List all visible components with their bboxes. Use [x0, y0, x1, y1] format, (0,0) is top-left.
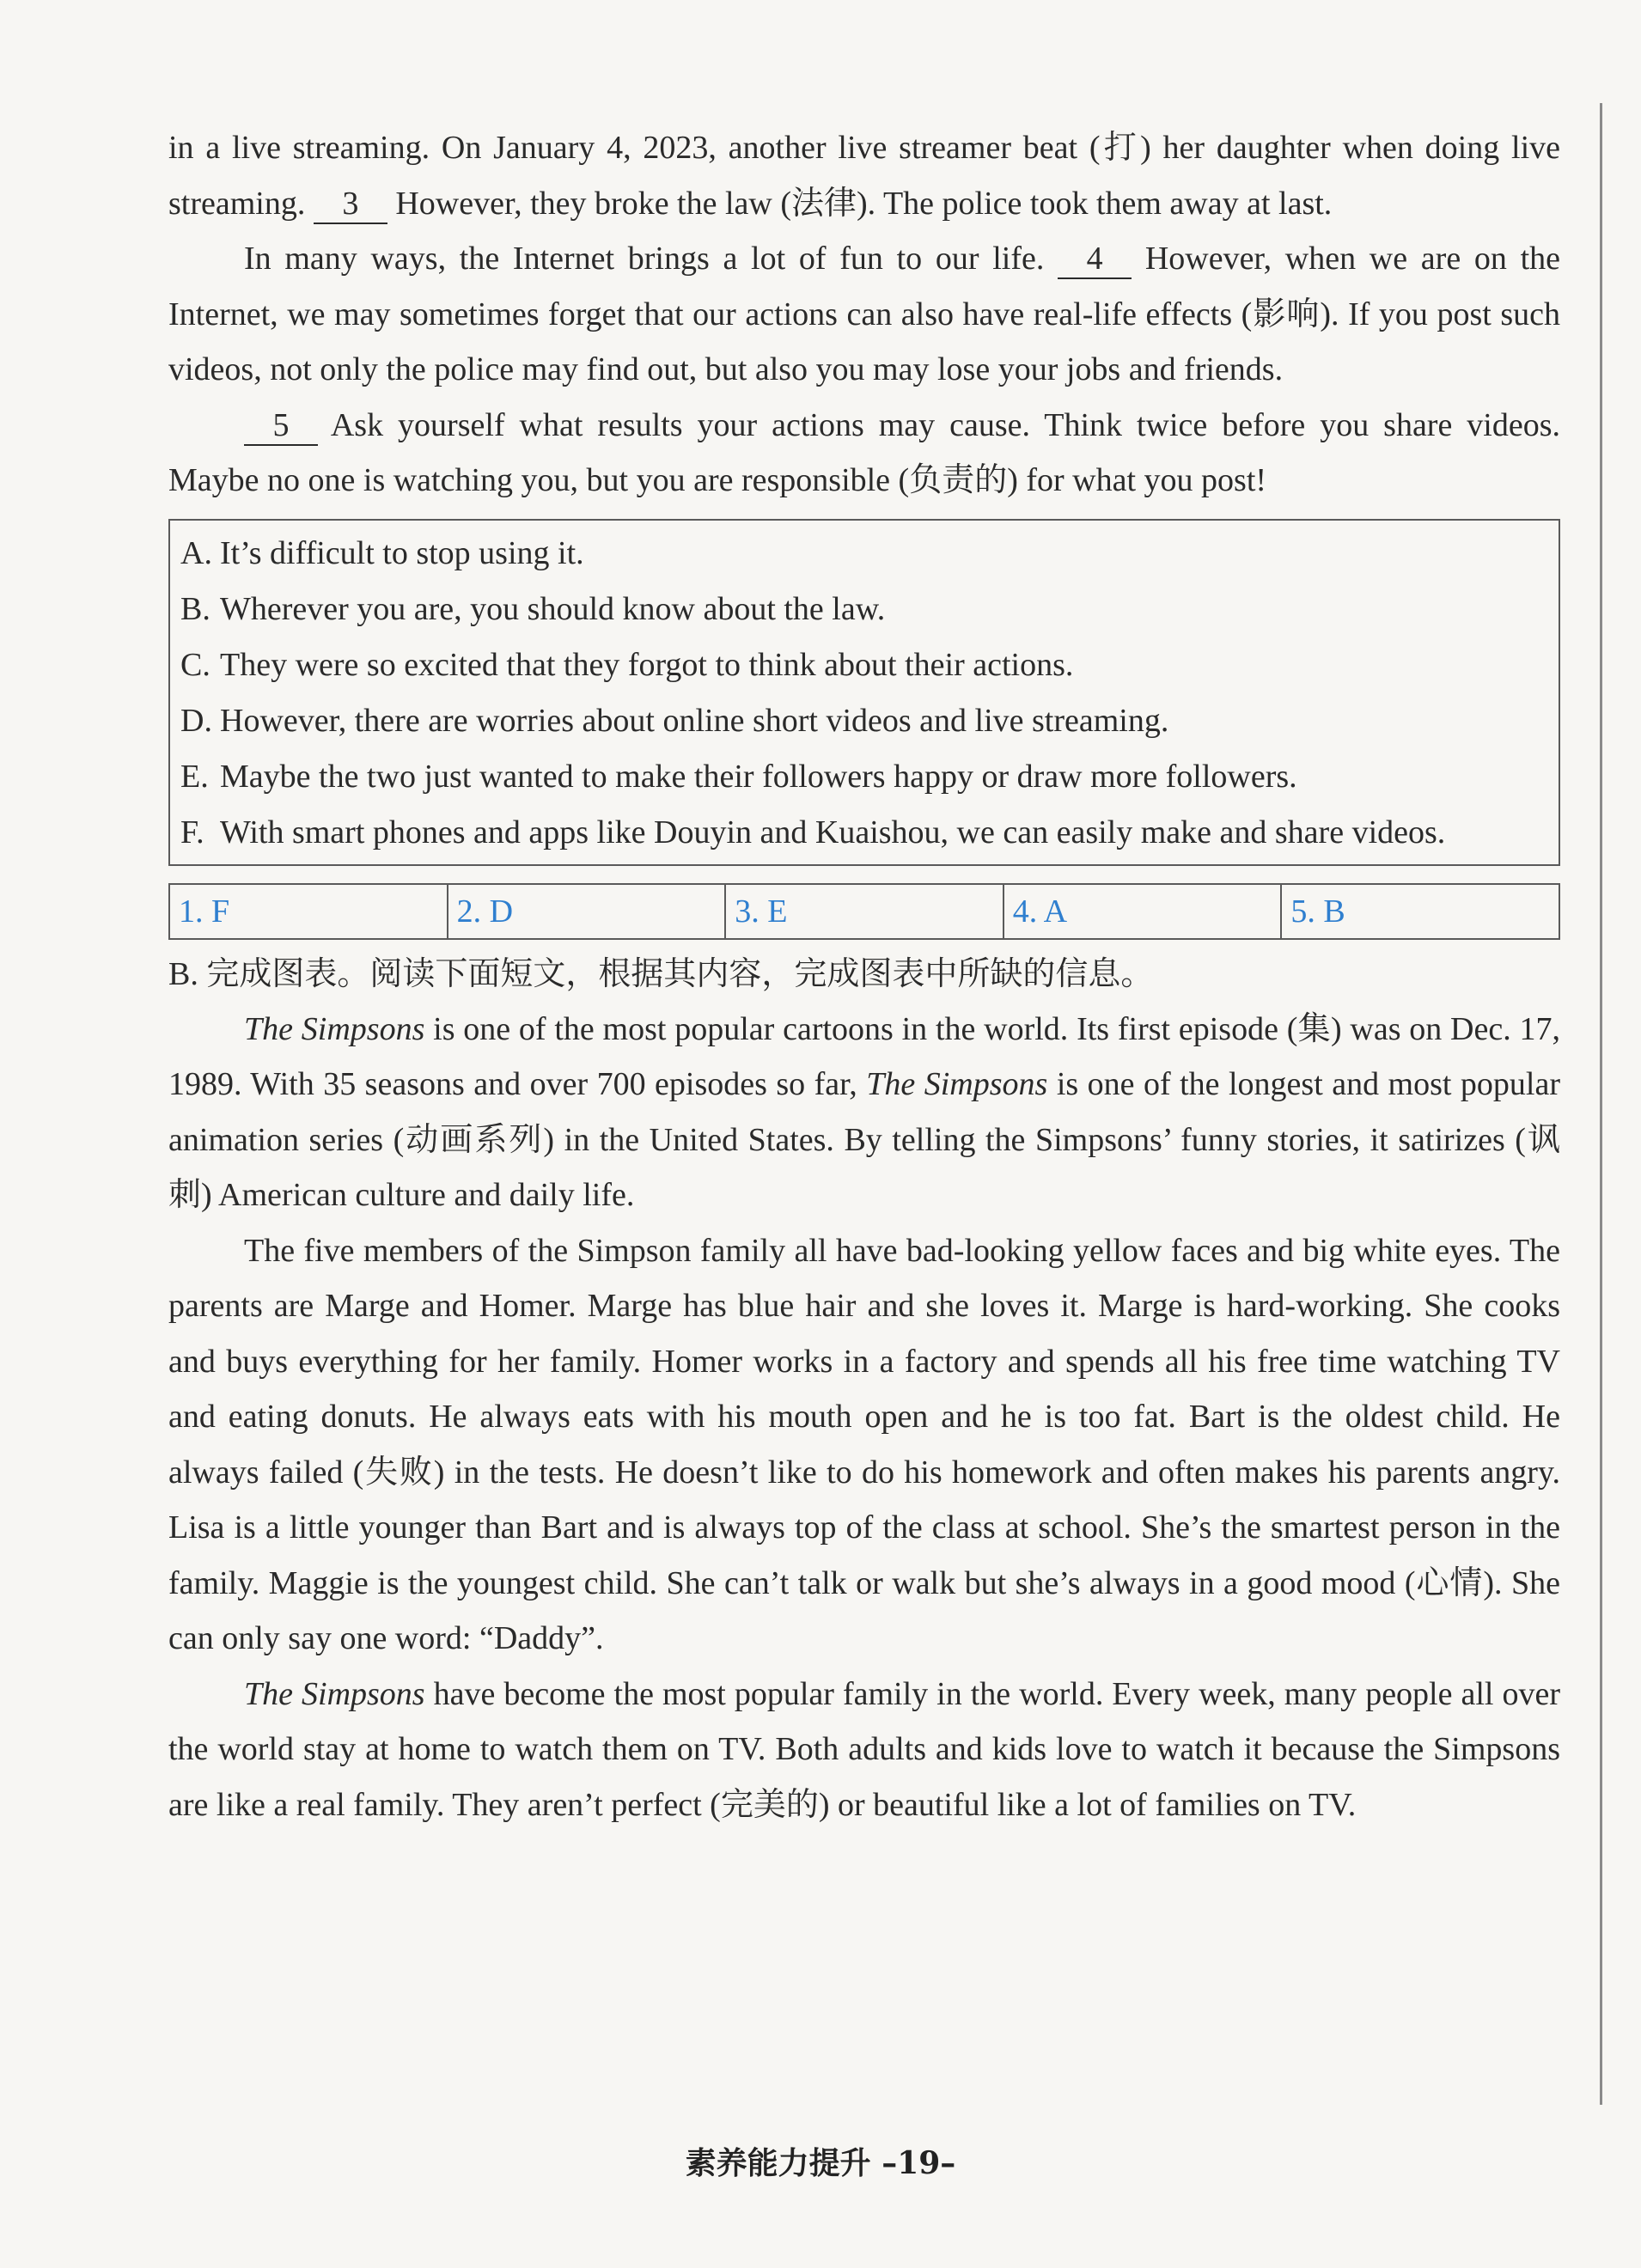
- option-text: It’s difficult to stop using it.: [220, 534, 584, 571]
- option-letter: D.: [180, 702, 212, 739]
- paragraph-a1-text: in a live streaming. On January 4, 2023, another live streamer beat (打) her daughter when doing live streaming.: [168, 130, 1560, 222]
- answer-3: 3. E: [726, 885, 1004, 938]
- paragraph-a3-after: Ask yourself what results your actions may cause. Think twice before you share videos. Maybe no one is watching you, but you are responsible (负责的) for what you post!: [168, 406, 1560, 498]
- paragraph-a2-after: However, when we are on the Internet, we may sometimes forget that our actions can also have real-life effects (影响). If you post such videos, not only the police may find out, but also you may lose your jobs and friends.: [168, 241, 1561, 387]
- answer-4: 4. A: [1004, 885, 1283, 938]
- option-letter: B.: [180, 590, 210, 627]
- option-letter: C.: [180, 646, 210, 683]
- show-title: The Simpsons: [244, 1675, 425, 1712]
- option-b: [180, 582, 1548, 637]
- paragraph-a2: [168, 231, 1560, 398]
- paragraph-b1-part2: is one of the longest and most popular animation series (动画系列) in the United States. By telling the Simpsons’ funny stories, it satirizes (讽刺) American culture and daily life.: [168, 1066, 1561, 1213]
- paragraph-b3: [168, 1667, 1560, 1833]
- option-letter: F.: [180, 814, 204, 850]
- answer-table: [168, 883, 1560, 940]
- page-margin-rule: [1600, 103, 1602, 2105]
- option-text: They were so excited that they forgot to think about their actions.: [220, 646, 1074, 683]
- option-a: [180, 526, 1548, 582]
- show-title: The Simpsons: [866, 1066, 1048, 1102]
- option-d: [180, 693, 1548, 749]
- option-letter: A.: [180, 534, 212, 571]
- paragraph-a1-after: However, they broke the law (法律). The police took them away at last.: [395, 185, 1333, 222]
- answer-5: 5. B: [1290, 893, 1345, 930]
- option-letter: E.: [180, 758, 209, 795]
- paragraph-b1-part1: is one of the most popular cartoons in the world. Its first episode (集) was on Dec. 17, 1989. With 35 seasons and over 700 episodes so far,: [168, 1010, 1560, 1102]
- option-text: With smart phones and apps like Douyin and Kuaishou, we can easily make and share videos.: [220, 814, 1446, 850]
- show-title: The Simpsons: [244, 1010, 425, 1047]
- answer-1: 1. F: [170, 885, 448, 938]
- blank-5: 5: [244, 406, 318, 446]
- answer-2: 2. D: [448, 885, 727, 938]
- blank-4: 4: [1058, 240, 1132, 279]
- option-e: [180, 749, 1548, 805]
- paragraph-a3: [168, 398, 1560, 509]
- option-f: [180, 805, 1548, 861]
- content-column: [168, 120, 1560, 1832]
- paragraph-b3-part1: have become the most popular family in the world. Every week, many people all over the world stay at home to watch them on TV. Both adults and kids love to watch it because the Simpsons are like a real family. They aren’t perfect (完美的) or beautiful like a lot of families on TV.: [168, 1675, 1561, 1823]
- blank-3: 3: [314, 185, 387, 224]
- option-text: Wherever you are, you should know about the law.: [220, 590, 886, 627]
- option-c: [180, 637, 1548, 693]
- paragraph-a1: [168, 120, 1560, 231]
- section-b-title: B. 完成图表。阅读下面短文，根据其内容，完成图表中所缺的信息。: [168, 955, 1154, 992]
- paragraph-a2-before: In many ways, the Internet brings a lot of fun to our life.: [244, 241, 1045, 277]
- page-footer: 素养能力提升 –19–: [685, 2145, 956, 2181]
- option-text: Maybe the two just wanted to make their followers happy or draw more followers.: [220, 758, 1297, 795]
- paragraph-b2: The five members of the Simpson family all have bad-looking yellow faces and big white eyes. The parents are Marge and Homer. Marge has blue hair and she loves it. Marge is hard-working. She cooks and buys everything for her family. Homer works in a factory and spends all his free time watching TV and eating donuts. He always eats with his mouth open and he is too fat. Bart is the oldest child. He always failed (失败) in the tests. He doesn’t like to do his homework and often makes his parents angry. Lisa is a little younger than Bart and is always top of the class at school. She’s the smartest person in the family. Maggie is the youngest child. She can’t talk or walk but she’s always in a good mood (心情). She can only say one word: “Daddy”.: [168, 1232, 1560, 1656]
- paragraph-b1: [168, 1002, 1560, 1223]
- option-text: However, there are worries about online short videos and live streaming.: [220, 702, 1169, 739]
- options-box: [168, 519, 1560, 866]
